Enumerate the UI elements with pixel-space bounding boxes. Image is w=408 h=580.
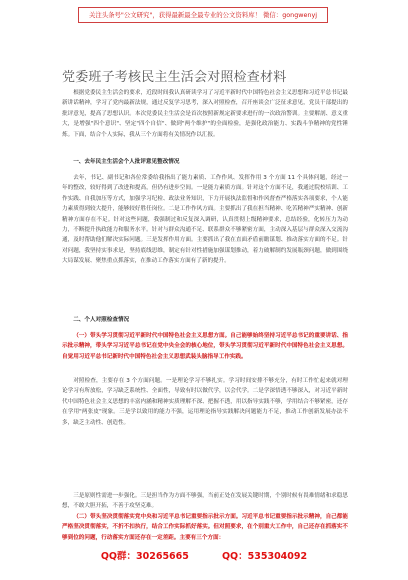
section-2-paragraph-2: 三是原则性需进一步强化。三是担当作为方面不够强，当前正处在发展关键时期，个别时候有畏难情绪和求稳思想，不敢大胆开拓，不善于攻坚克难。 <box>62 493 348 510</box>
page-title: 党委班子考核民主生活会对照检查材料 <box>62 70 287 85</box>
section-heading-1: 一、去年民主生活会个人批评意见整改情况 <box>73 159 180 165</box>
section-2-paragraph-1: 对照检查，主要存在 3 个方面问题。一是理论学习不够扎实。学习时间安排不够充分，有时工作忙起来就对理论学习有所放松，学习缺乏系统性、全面性，导致有时以做代学，以会代学。二是学深悟透不够深入，对习近平新时代中国特色社会主义思想的丰富内涵和精神实质理解不深、把握不透，用以指导实践不够，学用结合不够紧密，还存在学用"两张皮"现象。三是学以致用的能力不强，运用理论指导实践解决问题能力不足，推动工作创新发展办法不多，缺乏主动性、创造性。 <box>62 378 348 426</box>
promo-banner: 关注头条号"公文研究"，获得最新最全最专业的公文资料库！ 微信：gongwenyj <box>78 7 328 23</box>
subsection-1-heading: （一）带头学习贯彻习近平新时代中国特色社会主义思想方面。自己能够始终坚持习近平总书记的重要讲话、指示批示精神，带头学习习近平总书记在党中央全会的核心地位，带头学习贯彻习近平新时代中国特色社会主义思想。自觉用习近平总书记新时代中国特色社会主义思想武装头脑指导工作实践。 <box>62 333 348 360</box>
section-heading-2: 二、个人对照检查情况 <box>73 317 130 323</box>
subsection-2-heading: （二）带头坚决贯彻落实党中央和习近平总书记重要指示批示方面。习近平总书记重要指示批示精神，自己都能严格坚决贯彻落实，不折不扣执行，结合工作实际抓好落实。但对照要求，在个别重大工作中，自己还存在抓落实不够到位的问题，行动落实方面还存在一定差距。主要有三个方面： <box>62 514 348 541</box>
section-2-subsection-2 <box>62 512 348 544</box>
footer-qq-group: QQ群：30265665 <box>100 551 189 562</box>
section-2-subsection-1 <box>62 331 348 373</box>
section-1-paragraph: 去年，书记、副书记和各位常委给我指出了能力素质、工作作风、发挥作用 3 个方面 11 个具体问题，经过一年的整改，较好得到了改进和提高，但仍有进步空间。一是能力素质方面。针对这个方面不足，我通过院校培训、工作实践、自我加压等方式，加强学习纪检、政法业务知识，下力开展执法监督和作风督查严格落实各项要求，个人能力素质得到较大提升，能够较好胜任岗位。二是工作作风方面。主要抓出了我在担当精神、吃苦精神严实精神、创新精神方面存在不足。针对这些问题，我强制过和反复深入调研，认真贯彻上级精神要求，总结经验，化转压力为动力，不断提升执政能力和服务水平。针对与群众沟通不足、联系群众不够紧密方面，主动深入基层与群众深入交流沟通，及时帮助他们解决实际问题。三是发挥作用方面。主要抓出了我在直面矛盾前瞻谋划、推动落实方面的不足。针对问题，我坚持实事求是，坚持底线思维，制定有针对性措施加强谋划推动，着力破解制约发展瓶颈问题，做到围绕大局谋发展、聚焦重点抓落实，在推动工作落实方面有了新的提升。 <box>62 175 348 265</box>
contact-footer <box>0 548 408 562</box>
intro-paragraph: 根据党委民主生活会的要求，近段时间我认真研读学习了习近平新时代中国特色社会主义思想和习近平总书记最新讲话精神，学习了党内最新法规，通过反复学习思考，深入对照检查，召开座谈会广泛征求意见，党员干部提出的批评意见，提高了思想认识。本次党委民主生活会是首次按照新规定新要求进行的一次政治警训。主要解剖、意义重大，是增强"四个意识"、坚定"四个自信"、做到"两个维护"的全面检验，是强化政治能力、实践斗争精神的党性锤炼。下面，结合个人实际，我从三个方面将有关情况作以汇报。 <box>62 90 348 138</box>
footer-qq: QQ：535304092 <box>221 551 308 562</box>
